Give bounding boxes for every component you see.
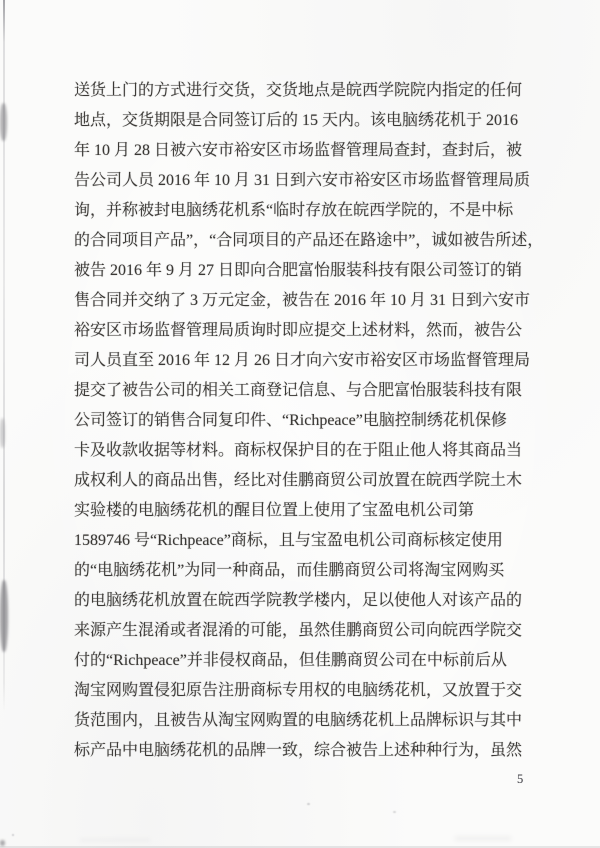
text-line: 裕安区市场监督管理局质询时即应提交上述材料，然而，被告公 <box>74 322 523 339</box>
text-line: 1589746 号“Richpeace”商标，且与宝盈电机公司商标核定使用 <box>74 532 503 549</box>
text-line: 年 10 月 28 日被六安市裕安区市场监督管理局查封，查封后，被 <box>74 142 523 159</box>
text-line: 付的“Richpeace”并非侵权商品，但佳鹏商贸公司在中标前后从 <box>74 652 507 669</box>
text-line: 被告 2016 年 9 月 27 日即向合肥富怡服装科技有限公司签订的销 <box>74 262 523 279</box>
text-line: 售合同并交纳了 3 万元定金，被告在 2016 年 10 月 31 日到六安市 <box>74 292 531 309</box>
text-line: 标产品中电脑绣花机的品牌一致，综合被告上述种种行为，虽然 <box>74 742 523 759</box>
text-line: 卡及收款收据等材料。商标权保护目的在于阻止他人将其商品当 <box>74 442 523 459</box>
text-line: 淘宝网购置侵犯原告注册商标专用权的电脑绣花机，又放置于交 <box>74 682 523 699</box>
text-line: 告公司人员 2016 年 10 月 31 日到六安市裕安区市场监督管理局质 <box>74 172 531 189</box>
text-line: 地点，交货期限是合同签订后的 15 天内。该电脑绣花机于 2016 <box>74 112 519 129</box>
text-line: 的“电脑绣花机”为同一种商品，而佳鹏商贸公司将淘宝网购买 <box>74 562 505 579</box>
text-line: 询，并称被封电脑绣花机系“临时存放在皖西学院的，不是中标 <box>74 202 514 219</box>
text-line: 实验楼的电脑绣花机的醒目位置上使用了宝盈电机公司第 <box>74 502 475 519</box>
text-line: 的合同项目产品”，“合同项目的产品还在路途中”，诚如被告所述， <box>74 232 544 249</box>
text-line: 提交了被告公司的相关工商登记信息、与合肥富怡服装科技有限 <box>74 382 523 399</box>
body-text <box>74 76 544 766</box>
scan-smudge <box>0 418 5 448</box>
text-line: 公司签订的销售合同复印件、“Richpeace”电脑控制绣花机保修 <box>74 412 507 429</box>
scan-speck <box>393 811 396 813</box>
scan-shade <box>80 838 150 842</box>
page-number: 5 <box>517 772 524 786</box>
text-line: 送货上门的方式进行交货，交货地点是皖西学院院内指定的任何 <box>74 82 523 99</box>
scan-speck <box>307 803 310 805</box>
scan-smudge <box>0 580 8 652</box>
text-line: 成权利人的商品出售，经比对佳鹏商贸公司放置在皖西学院土木 <box>74 472 523 489</box>
text-line: 的电脑绣花机放置在皖西学院教学楼内，足以使他人对该产品的 <box>74 592 523 609</box>
text-line: 司人员直至 2016 年 12 月 26 日才向六安市裕安区市场监督管理局 <box>74 352 531 369</box>
text-line: 货范围内，且被告从淘宝网购置的电脑绣花机上品牌标识与其中 <box>74 712 523 729</box>
scan-speck <box>12 834 14 836</box>
text-line: 来源产生混淆或者混淆的可能，虽然佳鹏商贸公司向皖西学院交 <box>74 622 523 639</box>
scan-shade <box>455 836 511 841</box>
scan-smudge <box>0 103 7 141</box>
scan-smudge <box>0 840 5 846</box>
